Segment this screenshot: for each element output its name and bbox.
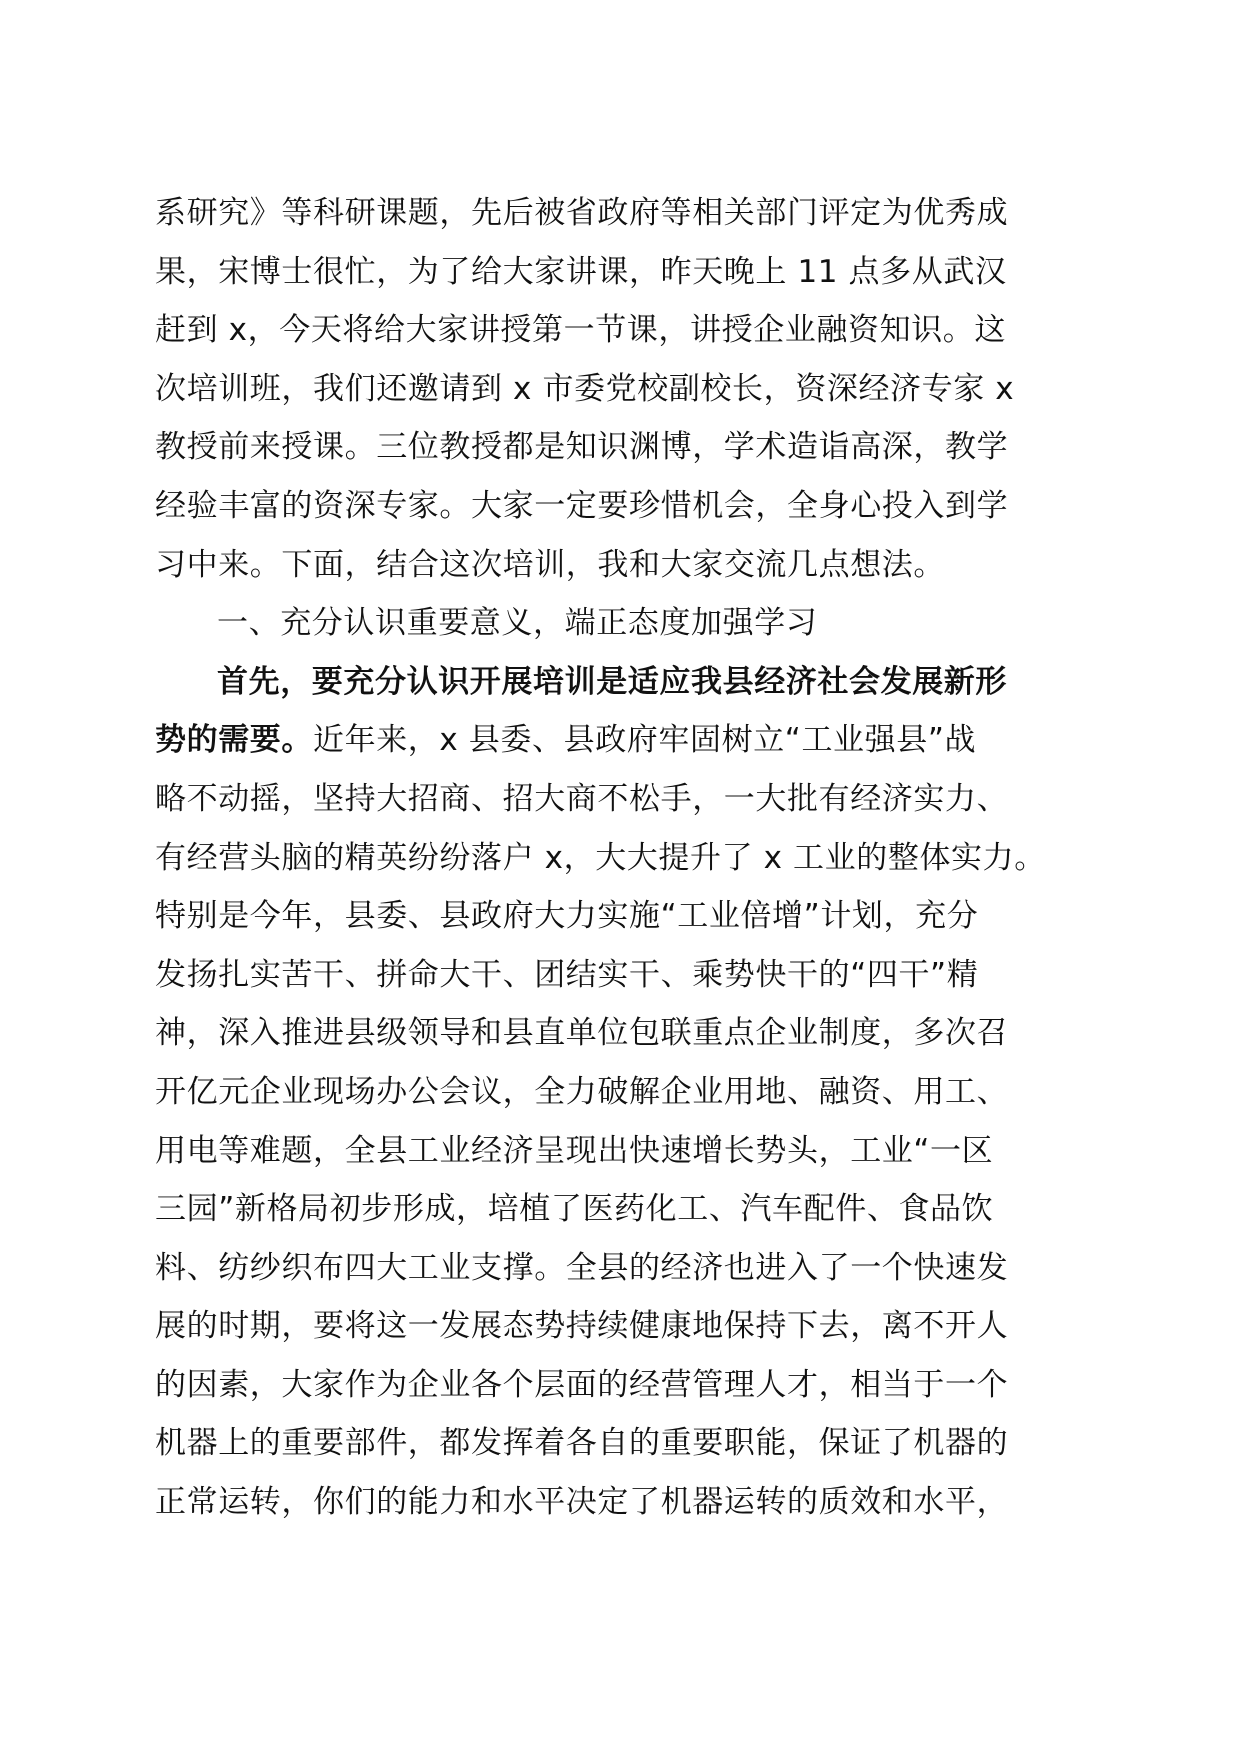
text-line-mixed bbox=[155, 711, 1085, 770]
text-line: 经验丰富的资深专家。大家一定要珍惜机会，全身心投入到学 bbox=[155, 487, 1009, 524]
text-line: 系研究》等科研课题，先后被省政府等相关部门评定为优秀成 bbox=[155, 195, 1009, 231]
paragraph-intro bbox=[155, 184, 1085, 594]
text-line: 三园”新格局初步形成，培植了医药化工、汽车配件、食品饮 bbox=[155, 1191, 994, 1228]
text-line: 的因素，大家作为企业各个层面的经营管理人才，相当于一个 bbox=[155, 1366, 1009, 1403]
text-line: 习中来。下面，结合这次培训，我和大家交流几点想法。 bbox=[155, 546, 945, 583]
section-heading: 一、充分认识重要意义，端正态度加强学习 bbox=[217, 605, 818, 642]
text-line: 用电等难题，全县工业经济呈现出快速增长势头，工业“一区 bbox=[155, 1132, 994, 1169]
text-line: 发扬扎实苦干、拼命大干、团结实干、乘势快干的“四干”精 bbox=[155, 956, 979, 993]
text-line: 料、纺纱织布四大工业支撑。全县的经济也进入了一个快速发 bbox=[155, 1249, 1009, 1286]
text-line: 赶到 x，今天将给大家讲授第一节课，讲授企业融资知识。这 bbox=[155, 312, 1006, 349]
text-line-rest: 近年来，x 县委、县政府牢固树立“工业强县”战 bbox=[313, 722, 977, 759]
text-line: 特别是今年，县委、县政府大力实施“工业倍增”计划，充分 bbox=[155, 898, 979, 935]
text-line: 展的时期，要将这一发展态势持续健康地保持下去，离不开人 bbox=[155, 1308, 1009, 1345]
paragraph-first-point bbox=[155, 653, 1085, 1532]
text-line: 正常运转，你们的能力和水平决定了机器运转的质效和水平， bbox=[155, 1484, 1009, 1521]
text-line: 神，深入推进县级领导和县直单位包联重点企业制度，多次召 bbox=[155, 1015, 1009, 1052]
bold-lead-line: 首先，要充分认识开展培训是适应我县经济社会发展新形 bbox=[217, 663, 1007, 700]
text-line: 开亿元企业现场办公会议，全力破解企业用地、融资、用工、 bbox=[155, 1073, 1009, 1110]
text-line: 略不动摇，坚持大招商、招大商不松手，一大批有经济实力、 bbox=[155, 780, 1009, 817]
text-line: 果，宋博士很忙，为了给大家讲课，昨天晚上 11 点多从武汉 bbox=[155, 253, 1007, 290]
document-body bbox=[155, 184, 1085, 1532]
text-line: 机器上的重要部件，都发挥着各自的重要职能，保证了机器的 bbox=[155, 1425, 1009, 1462]
text-line: 有经营头脑的精英纷纷落户 x，大大提升了 x 工业的整体实力。 bbox=[155, 839, 1046, 876]
text-line: 教授前来授课。三位教授都是知识渊博，学术造诣高深，教学 bbox=[155, 429, 1009, 466]
bold-lead-end: 势的需要。 bbox=[155, 722, 313, 759]
text-line: 次培训班，我们还邀请到 x 市委党校副校长，资深经济专家 x bbox=[155, 370, 1015, 407]
